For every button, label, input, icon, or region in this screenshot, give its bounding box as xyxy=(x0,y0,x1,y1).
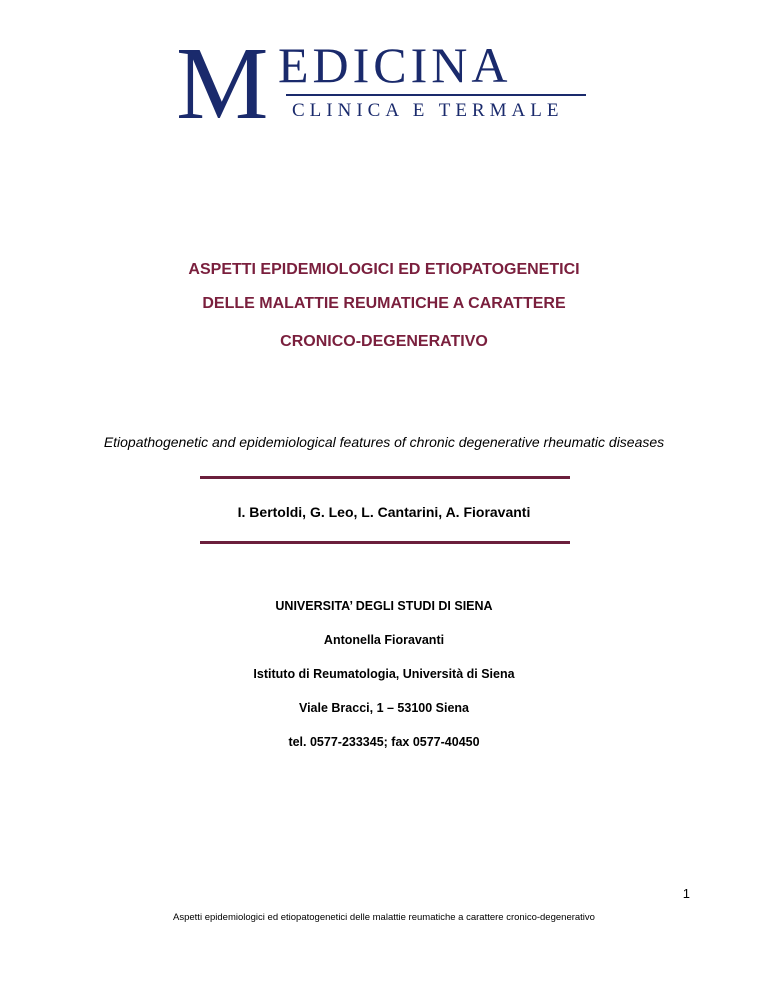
title-line-2: DELLE MALATTIE REUMATICHE A CARATTERE xyxy=(202,295,566,312)
logo-divider xyxy=(286,94,586,96)
title-line-3: CRONICO-DEGENERATIVO xyxy=(280,333,488,350)
address: Viale Bracci, 1 – 53100 Siena xyxy=(298,701,470,715)
authors: I. Bertoldi, G. Leo, L. Cantarini, A. Fioravanti xyxy=(237,504,531,520)
logo-bottom-text: CLINICA E TERMALE xyxy=(292,100,564,121)
page-number: 1 xyxy=(682,886,690,901)
english-subtitle: Etiopathogenetic and epidemiological features of chronic degenerative rheumatic diseases xyxy=(103,434,665,450)
top-divider xyxy=(200,476,570,479)
logo-initial: M xyxy=(176,26,269,141)
university-name: UNIVERSITA’ DEGLI STUDI DI SIENA xyxy=(275,599,493,613)
running-footer: Aspetti epidemiologici ed etiopatogenetici delle malattie reumatiche a carattere cronico-degenerativo xyxy=(173,912,595,923)
institute: Istituto di Reumatologia, Università di Siena xyxy=(253,667,515,681)
bottom-divider xyxy=(200,541,570,544)
title-line-1: ASPETTI EPIDEMIOLOGICI ED ETIOPATOGENETICI xyxy=(188,261,580,278)
logo-top-text: EDICINA xyxy=(278,37,512,93)
phone-fax: tel. 0577-233345; fax 0577-40450 xyxy=(288,735,480,749)
contact-name: Antonella Fioravanti xyxy=(323,633,445,647)
journal-logo xyxy=(176,26,596,141)
